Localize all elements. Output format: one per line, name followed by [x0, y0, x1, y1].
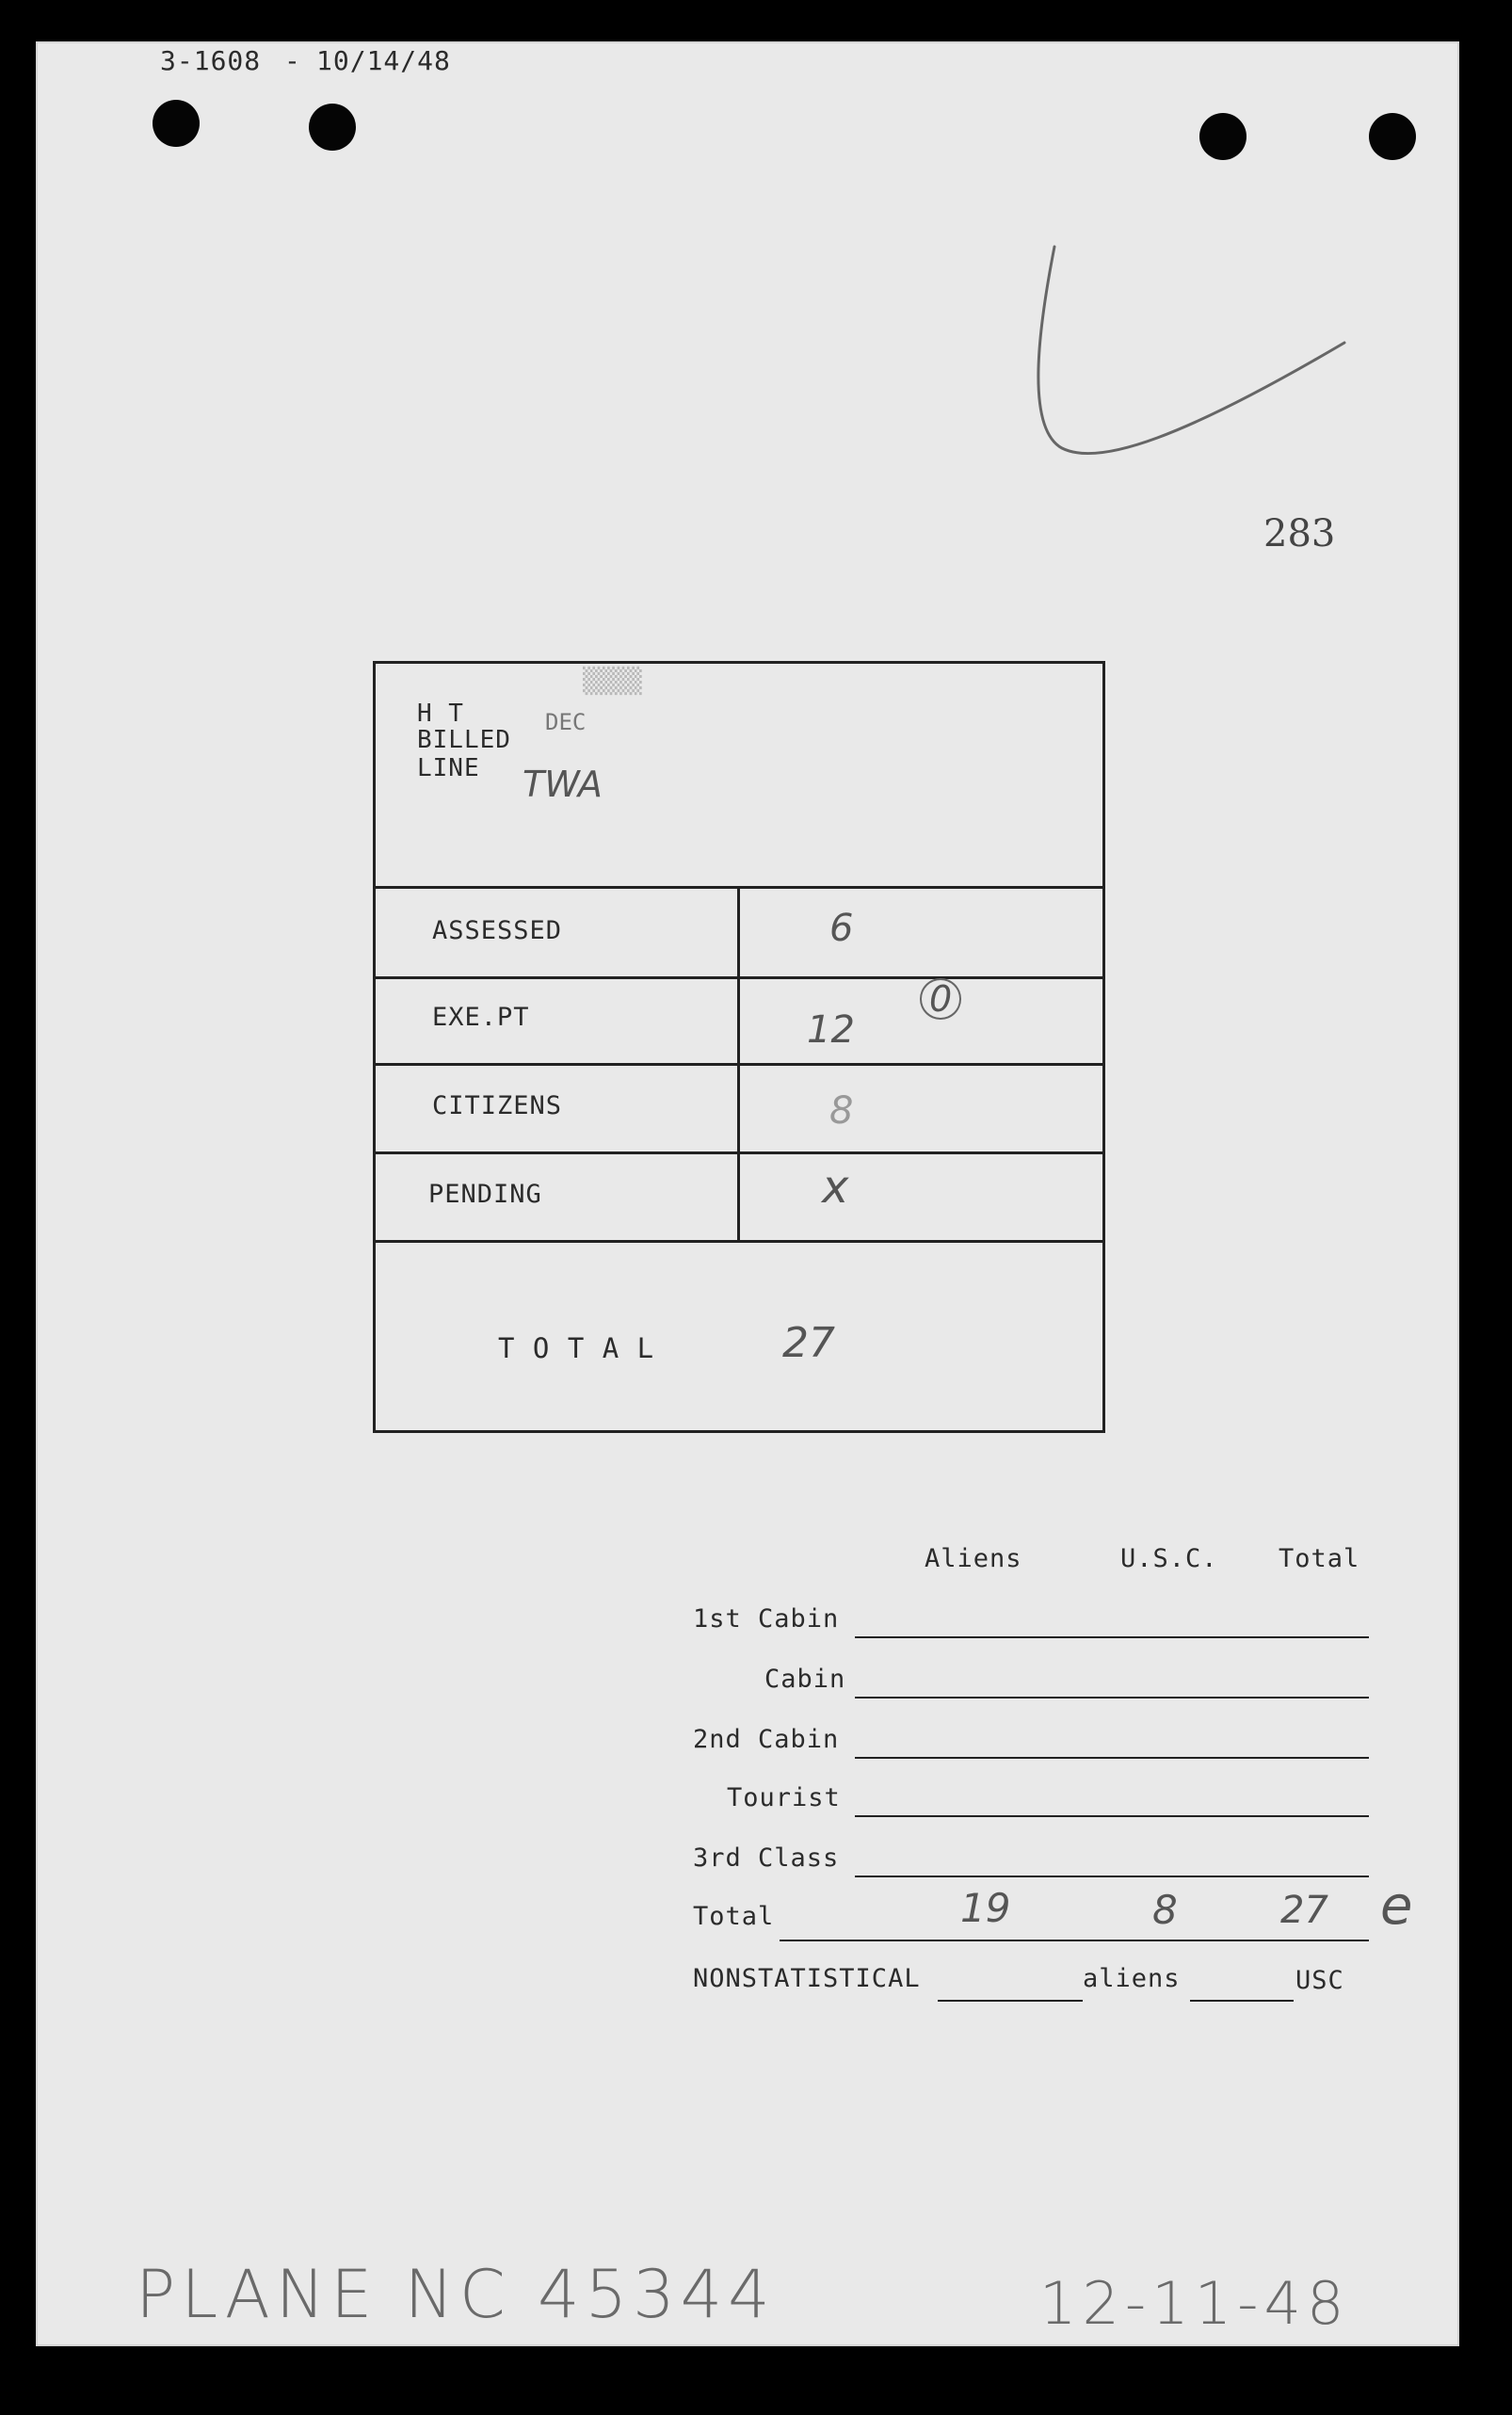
total-aliens-value: 19	[960, 1885, 1011, 1931]
page-number: 283	[1263, 512, 1336, 555]
row-value-exempt: 12	[807, 1008, 855, 1052]
column-aliens: Aliens	[925, 1544, 1022, 1573]
total-mark: e	[1380, 1876, 1413, 1937]
row-tourist: Tourist	[727, 1783, 841, 1812]
column-divider	[737, 886, 740, 1240]
footer-date: 12-11-48	[1039, 2269, 1350, 2338]
label-ht: H T	[417, 700, 464, 728]
plane-number: PLANE NC 45344	[136, 2256, 776, 2333]
line-value: TWA	[523, 764, 603, 805]
nonstatistical-label: NONSTATISTICAL	[693, 1964, 921, 1993]
line-cabin	[855, 1697, 1369, 1699]
row-1st-cabin: 1st Cabin	[693, 1604, 840, 1634]
line-1st-cabin	[855, 1636, 1369, 1638]
header-dash: -	[284, 45, 301, 76]
inspection-stamp	[373, 661, 1105, 1433]
form-number: 3-1608	[160, 45, 262, 76]
usc-label: USC	[1295, 1966, 1344, 1995]
label-line: LINE	[417, 754, 480, 782]
check-mark-icon	[996, 239, 1373, 484]
row-value-pending: x	[822, 1161, 849, 1214]
column-total: Total	[1279, 1544, 1360, 1573]
date-stamp: DEC	[545, 709, 587, 735]
total-label: T O T A L	[498, 1332, 655, 1364]
punch-hole-right-2	[1369, 113, 1416, 160]
punch-hole-left-2	[309, 104, 356, 151]
row-label-assessed: ASSESSED	[432, 916, 563, 945]
column-usc: U.S.C.	[1120, 1544, 1218, 1573]
line-2nd-cabin	[855, 1757, 1369, 1759]
total-usc-value: 8	[1152, 1887, 1178, 1933]
total-value: 27	[782, 1319, 835, 1367]
label-billed: BILLED	[417, 726, 511, 754]
punch-hole-right-1	[1199, 113, 1247, 160]
row-label-exempt: EXE.PT	[432, 1003, 530, 1032]
line-tourist	[855, 1815, 1369, 1817]
row-value-assessed: 6	[829, 907, 854, 950]
divider-row4	[376, 1240, 1102, 1243]
faint-stamp-text: ▒▒▒▒	[583, 668, 642, 696]
header-date: 10/14/48	[316, 45, 451, 76]
row-total: Total	[693, 1902, 775, 1931]
row-label-citizens: CITIZENS	[432, 1091, 563, 1120]
row-value-citizens: 8	[829, 1089, 854, 1133]
line-total	[780, 1940, 1369, 1941]
row-label-pending: PENDING	[428, 1180, 542, 1209]
row-cabin: Cabin	[764, 1665, 846, 1694]
manifest-page	[36, 41, 1459, 2346]
row-3rd-class: 3rd Class	[693, 1843, 840, 1873]
line-nonstat-usc	[1190, 2000, 1294, 2002]
punch-hole-left-1	[153, 100, 200, 147]
row-extra-exempt: 0	[920, 978, 961, 1020]
total-total-value: 27	[1280, 1889, 1328, 1932]
row-2nd-cabin: 2nd Cabin	[693, 1725, 840, 1754]
line-3rd-class	[855, 1876, 1369, 1877]
aliens-label: aliens	[1083, 1964, 1181, 1993]
line-nonstat-aliens	[938, 2000, 1083, 2002]
